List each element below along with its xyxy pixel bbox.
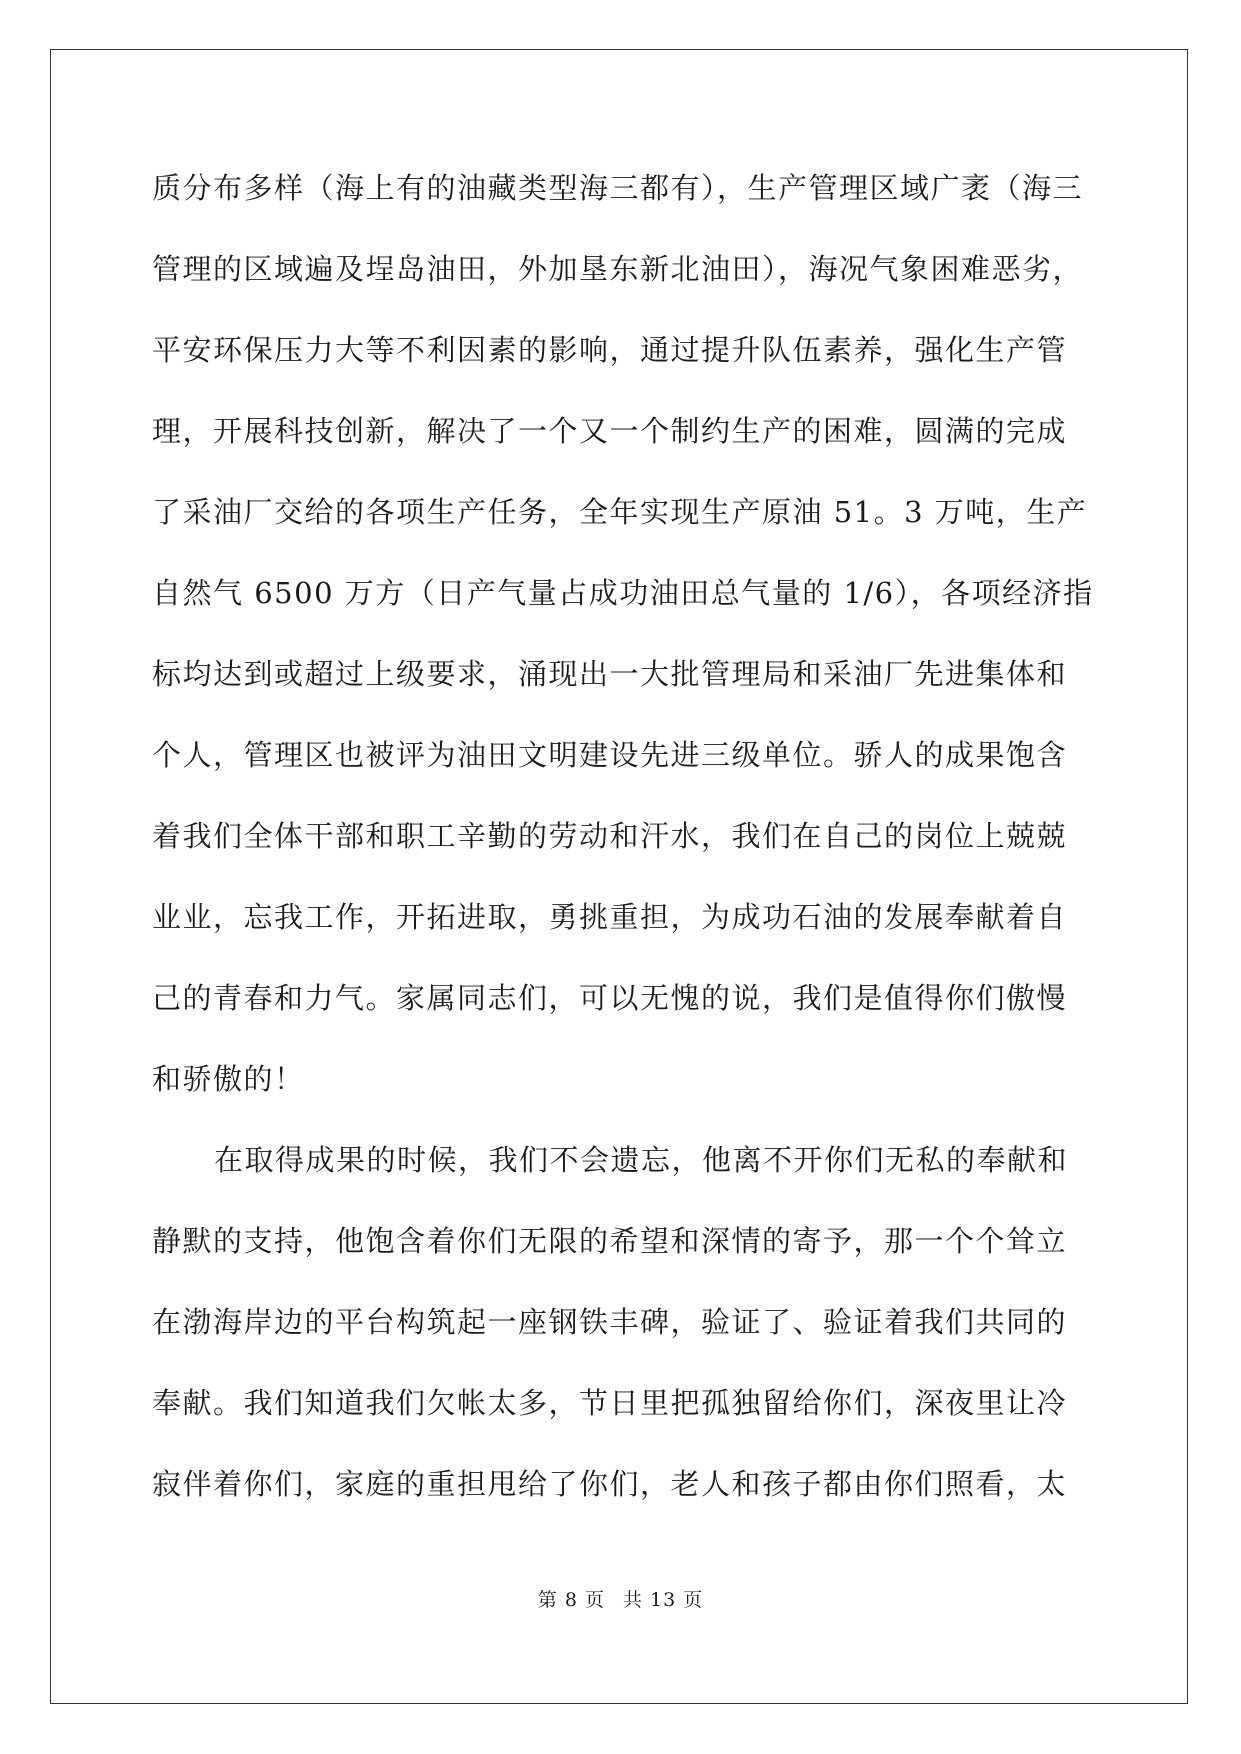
text-line: 自然气 6500 万方（日产气量占成功油田总气量的 1/6），各项经济指 <box>152 576 1094 610</box>
text-line: 己的青春和力气。家属同志们，可以无愧的说，我们是值得你们傲慢 <box>152 981 1068 1015</box>
text-line: 质分布多样（海上有的油藏类型海三都有），生产管理区域广袤（海三 <box>152 171 1084 205</box>
document-body <box>152 164 1092 1541</box>
text-line: 管理的区域遍及埕岛油田，外加垦东新北油田），海况气象困难恶劣， <box>152 252 1084 286</box>
text-line: 个人，管理区也被评为油田文明建设先进三级单位。骄人的成果饱含 <box>152 738 1068 772</box>
text-line: 和骄傲的！ <box>152 1062 305 1096</box>
page-footer <box>0 1585 1241 1612</box>
text-line: 静默的支持，他饱含着你们无限的希望和深情的寄予，那一个个耸立 <box>152 1224 1068 1258</box>
text-line: 在渤海岸边的平台构筑起一座钢铁丰碑，验证了、验证着我们共同的 <box>152 1305 1068 1339</box>
text-line: 标均达到或超过上级要求，涌现出一大批管理局和采油厂先进集体和 <box>152 657 1068 691</box>
text-line: 业业，忘我工作，开拓进取，勇挑重担，为成功石油的发展奉献着自 <box>152 900 1068 934</box>
text-line: 奉献。我们知道我们欠帐太多，节日里把孤独留给你们，深夜里让冷 <box>152 1386 1068 1420</box>
page-total: 共 13 页 <box>622 1589 704 1611</box>
text-line: 着我们全体干部和职工辛勤的劳动和汗水，我们在自己的岗位上兢兢 <box>152 819 1068 853</box>
text-line: 了采油厂交给的各项生产任务，全年实现生产原油 51。3 万吨，生产 <box>152 495 1088 529</box>
text-line: 寂伴着你们，家庭的重担甩给了你们，老人和孩子都由你们照看，太 <box>152 1467 1068 1501</box>
page-number: 第 8 页 <box>537 1589 605 1611</box>
paragraph-first-line: 在取得成果的时候，我们不会遗忘，他离不开你们无私的奉献和 <box>214 1143 1069 1177</box>
text-line: 平安环保压力大等不利因素的影响，通过提升队伍素养，强化生产管 <box>152 333 1068 367</box>
text-line: 理，开展科技创新，解决了一个又一个制约生产的困难，圆满的完成 <box>152 414 1068 448</box>
